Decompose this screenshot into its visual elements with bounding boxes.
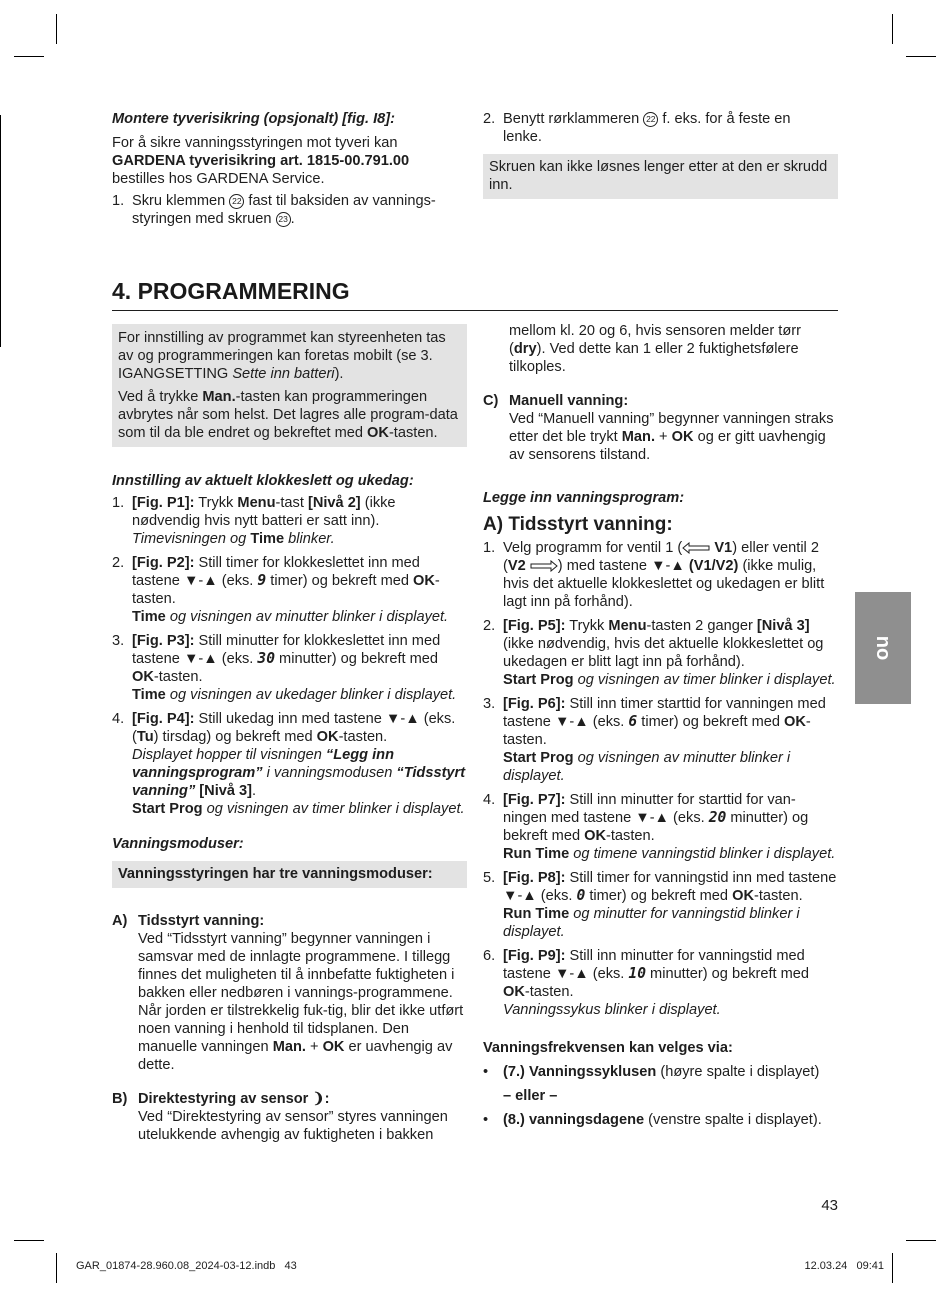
clock-step: 4. [Fig. P4]: Still ukedag inn med tastene ▼-▲ (eks. (Tu) tirsdag) og bekreft med OK-tasten. Displayet hopper til visningen “Legg inn vanningsprogram” i vanningsmodusen “Tidsstyrt vanning” [Nivå 3]. Start Prog og visningen av timer blinker i displayet.: [112, 711, 466, 817]
down-up-arrows-icon: ▼-▲: [183, 573, 218, 589]
theft-step-1: 1. Skru klemmen 22 fast til baksiden av vannings- styringen med skruen 23 .: [112, 193, 436, 227]
or-separator: – eller –: [503, 1088, 558, 1104]
bleed-line: [0, 115, 1, 347]
frequency-heading: Vanningsfrekvensen kan velges via:: [483, 1040, 733, 1056]
crop-mark: [14, 56, 44, 57]
crop-mark: [906, 1240, 936, 1241]
crop-mark: [56, 14, 57, 44]
theft-protection-section: [112, 110, 462, 228]
crop-mark: [892, 14, 893, 44]
program-step: 3. [Fig. P6]: Still inn timer starttid for vanningen med tastene ▼-▲ (eks. 6 timer) og bekreft med OK-tasten. Start Prog og visningen av minutter blinker i displayet.: [483, 696, 826, 784]
clock-step: 3. [Fig. P3]: Still minutter for klokkeslettet inn med tastene ▼-▲ (eks. 30 minutter) og bekreft med OK-tasten. Time og visningen av ukedager blinker i displayet.: [112, 633, 457, 703]
down-up-arrows-icon: ▼-▲: [651, 558, 685, 574]
info-paragraph-2: Ved å trykke Man.-tasten kan programmeringen avbrytes når som helst. Det lagres alle program-data som til da ble endret og bekreftet med OK-tasten.: [118, 389, 458, 441]
footer-timestamp: 12.03.24 09:41: [804, 1260, 884, 1272]
arrow-left-icon: [682, 542, 710, 554]
crop-mark: [56, 1253, 57, 1283]
section-rule: [112, 310, 838, 311]
arrow-right-icon: [530, 560, 558, 572]
crop-mark: [14, 1240, 44, 1241]
sensor-icon: ❩: [312, 1091, 325, 1107]
program-step: 5. [Fig. P8]: Still timer for vanningstid inn med tastene ▼-▲ (eks. 0 timer) og bekreft med OK-tasten. Run Time og minutter for vanningstid blinker i displayet.: [483, 870, 837, 940]
theft-protection-continued: [483, 110, 838, 199]
program-step: 2. [Fig. P5]: Trykk Menu-tasten 2 ganger [Nivå 3] (ikke nødvendig, hvis det aktuelle klokkeslettet og ukedagen er blitt lagt inn på forhånd). Start Prog og visningen av timer blinker i displayet.: [483, 618, 836, 688]
mode-b-continued: mellom kl. 20 og 6, hvis sensoren melder tørr (dry). Ved dette kan 1 eller 2 fuktighetsfølere tilkoples.: [509, 323, 801, 375]
footer-filename: GAR_01874-28.960.08_2024-03-12.indb 43: [76, 1260, 297, 1272]
theft-intro: For å sikre vanningsstyringen mot tyveri kan GARDENA tyverisikring art. 1815-00.791.00 bestilles hos GARDENA Service.: [112, 135, 410, 187]
note-box: Skruen kan ikke løsnes lenger etter at den er skrudd inn.: [483, 154, 838, 199]
theft-step-2: 2. Benytt rørklammeren 22 f. eks. for å feste en lenke.: [483, 111, 791, 145]
part-number-icon: 23: [276, 212, 291, 227]
crop-mark: [906, 56, 936, 57]
clock-step: 1. [Fig. P1]: Trykk Menu-tast [Nivå 2] (ikke nødvendig hvis nytt batteri er satt inn). Timevisningen og Time blinker.: [112, 495, 396, 547]
frequency-bullet: • (8.) vanningsdagene (venstre spalte i displayet).: [483, 1112, 822, 1128]
clock-heading: Innstilling av aktuelt klokkeslett og ukedag:: [112, 473, 414, 489]
down-up-arrows-icon: ▼-▲: [503, 888, 537, 904]
mode-a: A) Tidsstyrt vanning: Ved “Tidsstyrt vanning” begynner vanningen i samsvar med de innlagte programmene. I tillegg finnes det muligheten til å innbefatte fuktigheten i bakken eller nedbøren i vannings-programmene. Når jorden er tilstrekkelig fuk-tig, blir det ikke utført noen vanning i henhold til tidsplanen. Den manuelle vanningen Man. + OK er uavhengig av dette.: [112, 913, 464, 1073]
mode-b: B) Direktestyring av sensor ❩: Ved “Direktestyring av sensor” styres vanningen utelukkende avhengig av fuktigheten i bakken: [112, 1091, 448, 1143]
clock-step: 2. [Fig. P2]: Still timer for klokkeslettet inn med tastene ▼-▲ (eks. 9 timer) og bekreft med OK-tasten. Time og visningen av minutter blinker i displayet.: [112, 555, 449, 625]
right-column: [483, 322, 838, 1129]
program-subheading: A) Tidsstyrt vanning:: [483, 514, 673, 535]
down-up-arrows-icon: ▼-▲: [635, 810, 669, 826]
info-paragraph-1: For innstilling av programmet kan styreenheten tas av og programmeringen kan foretas mobilt (se 3. IGANGSETTING Sette inn batteri).: [118, 330, 446, 382]
mode-c: C) Manuell vanning: Ved “Manuell vanning” begynner vanningen straks etter det ble trykt Man. + OK og er gitt uavhengig av sensorens tilstand.: [483, 393, 834, 463]
left-column: [112, 324, 467, 1144]
modes-heading: Vanningsmoduser:: [112, 836, 244, 852]
down-up-arrows-icon: ▼-▲: [554, 966, 589, 982]
down-up-arrows-icon: ▼-▲: [385, 711, 420, 727]
language-tab: [855, 592, 911, 704]
program-heading: Legge inn vanningsprogram:: [483, 490, 685, 506]
page-number: 43: [821, 1197, 838, 1214]
info-box: [112, 324, 467, 447]
down-up-arrows-icon: ▼-▲: [554, 714, 589, 730]
program-step: 6. [Fig. P9]: Still inn minutter for vanningstid med tastene ▼-▲ (eks. 10 minutter) og bekreft med OK-tasten. Vanningssykus blinker i displayet.: [483, 948, 810, 1018]
section-title: 4. PROGRAMMERING: [112, 278, 350, 304]
down-up-arrows-icon: ▼-▲: [183, 651, 218, 667]
part-number-icon: 22: [229, 194, 244, 209]
bullet-icon: •: [483, 1112, 489, 1128]
modes-box: Vanningsstyringen har tre vanningsmoduser:: [112, 861, 467, 888]
language-tab-label: no: [872, 635, 894, 661]
theft-heading: Montere tyverisikring (opsjonalt) [fig. I8]:: [112, 111, 395, 127]
program-step: 4. [Fig. P7]: Still inn minutter for starttid for van-ningen med tastene ▼-▲ (eks. 20 minutter) og bekreft med OK-tasten. Run Time og timene vanningstid blinker i displayet.: [483, 792, 836, 862]
frequency-bullet: • (7.) Vanningssyklusen (høyre spalte i displayet): [483, 1064, 820, 1080]
crop-mark: [892, 1253, 893, 1283]
program-step: 1. Velg programm for ventil 1 ( V1) eller ventil 2 (V2 ) med tastene ▼-▲ (V1/V2) (ikke mulig, hvis det aktuelle klokkeslettet og ukedagen er blitt lagt inn på forhånd).: [483, 540, 825, 610]
bullet-icon: •: [483, 1064, 489, 1080]
part-number-icon: 22: [643, 112, 658, 127]
